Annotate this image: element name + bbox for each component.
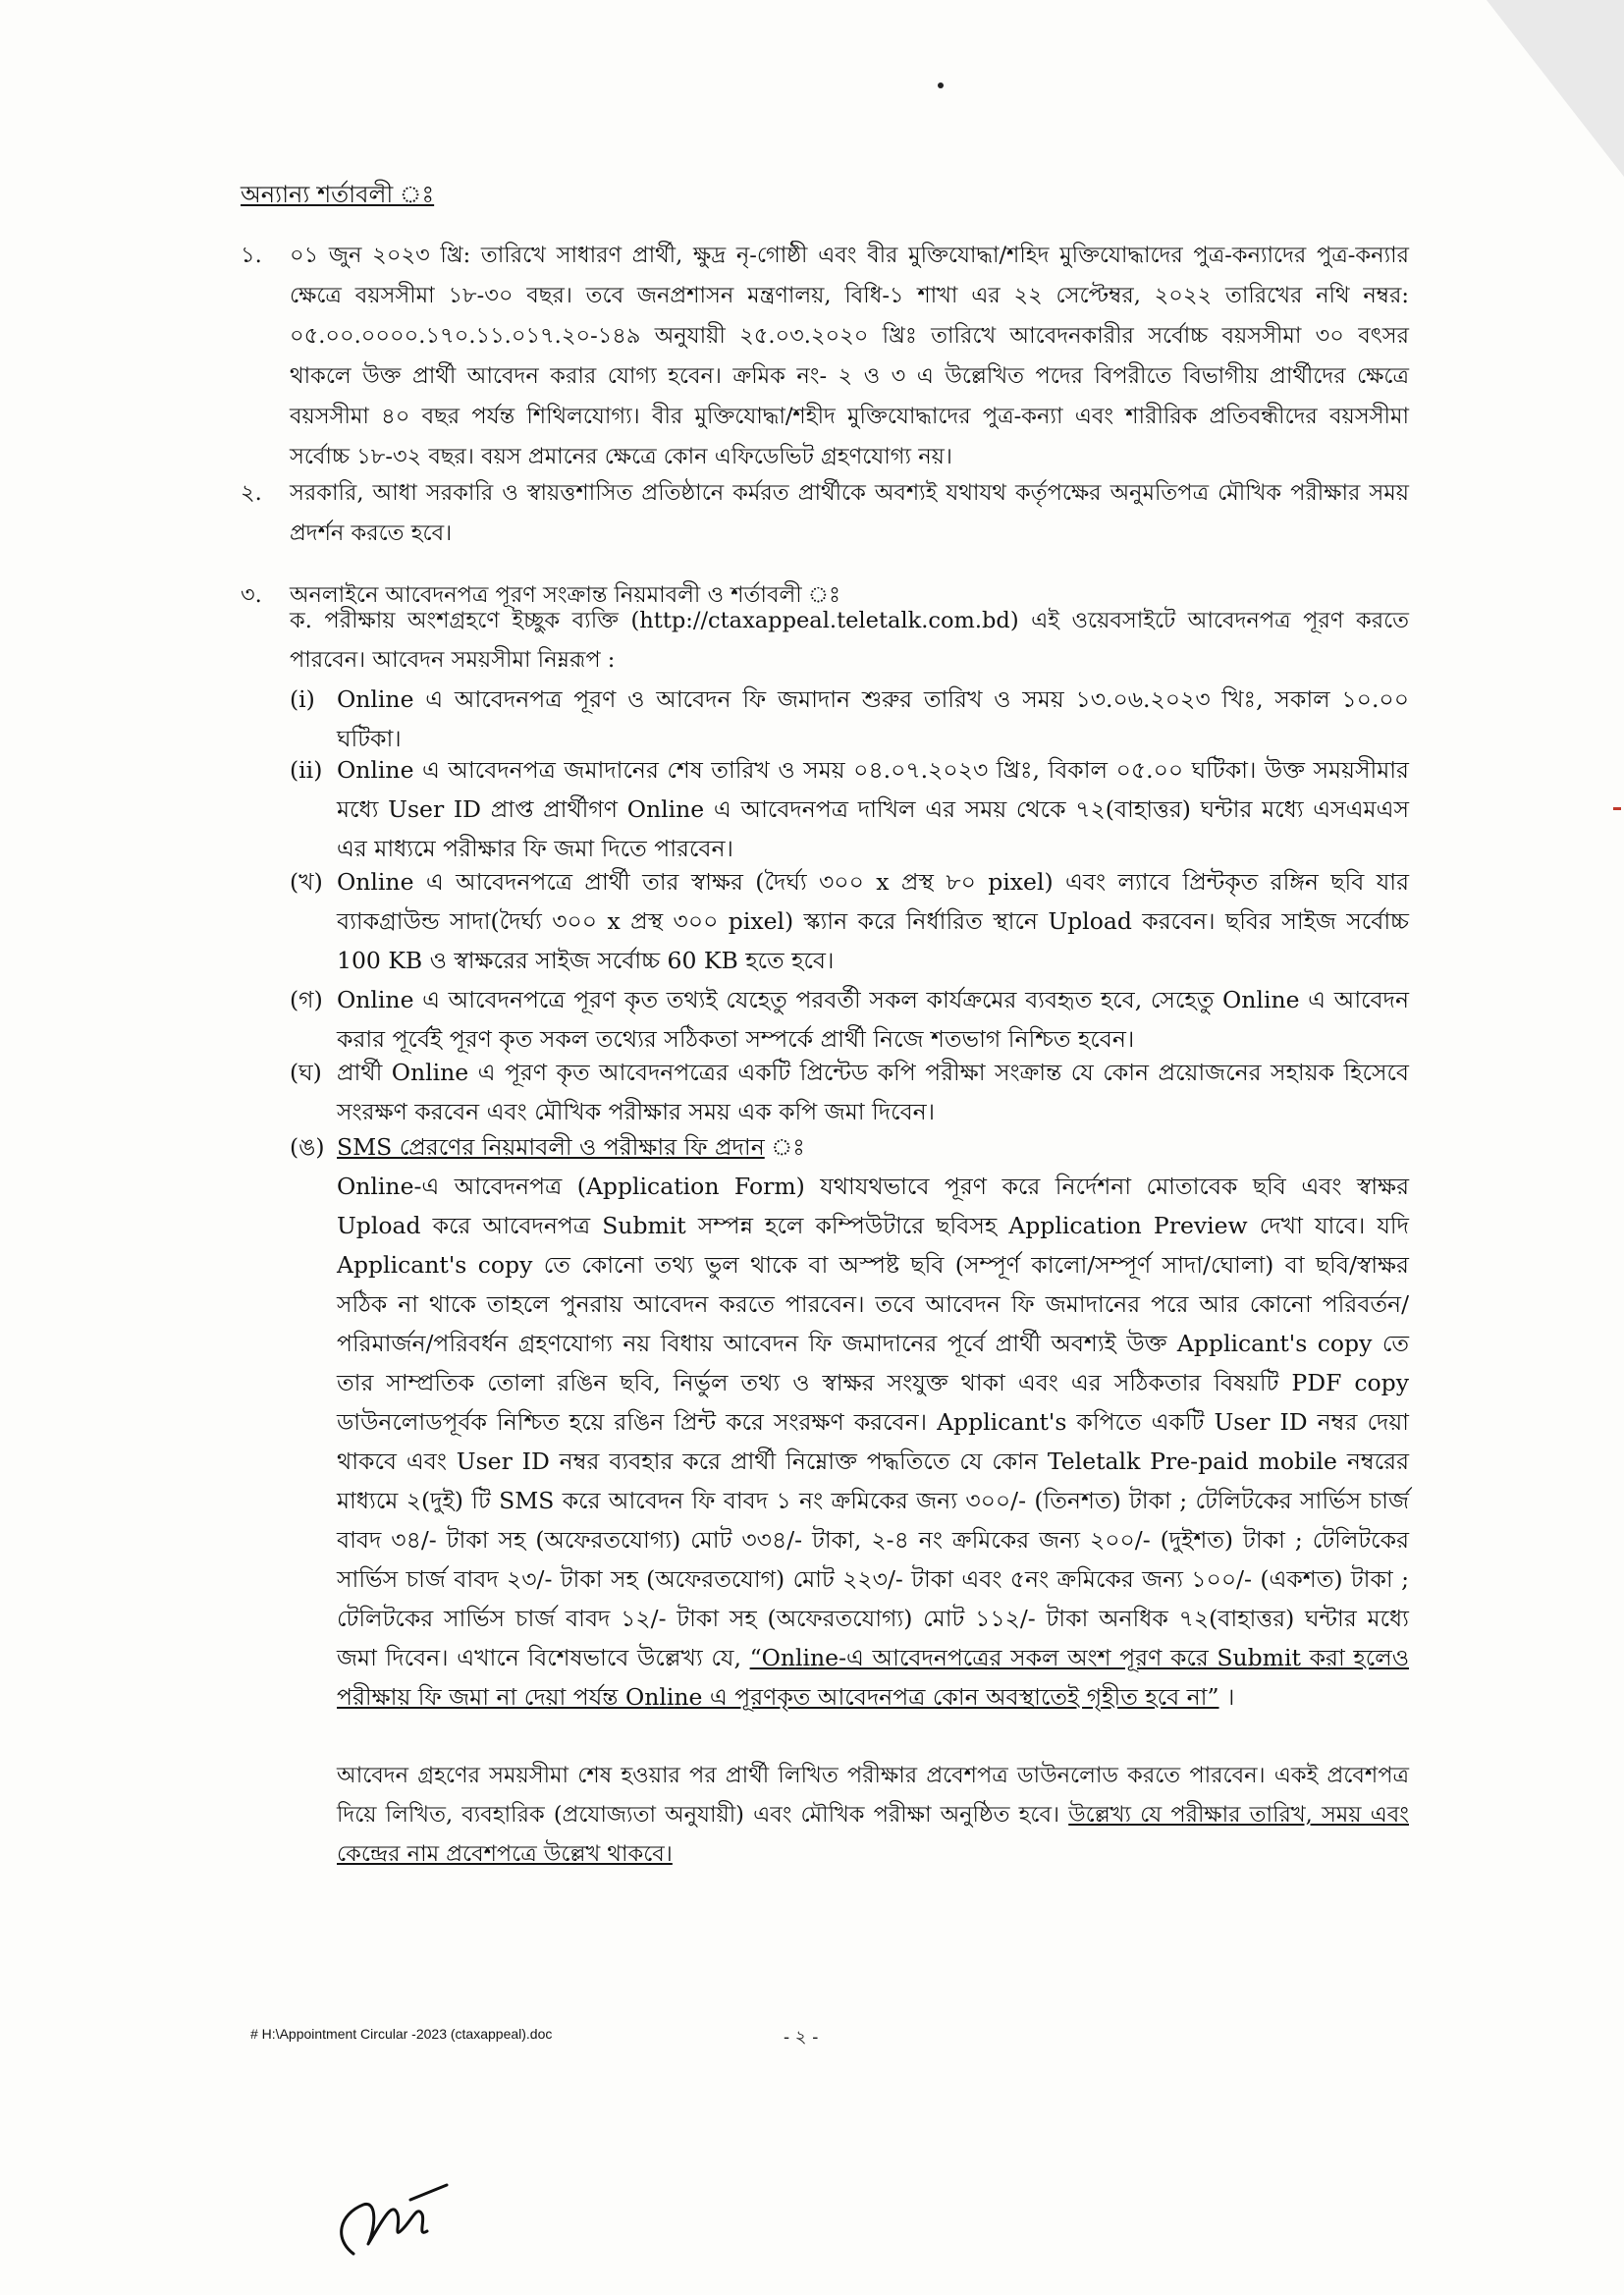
sub-kha [290,862,1409,980]
admit-card-note [337,1756,1409,1874]
sub-ii [290,750,1409,868]
sub-text: Online এ আবেদনপত্র পূরণ ও আবেদন ফি জমাদান শুরুর তারিখ ও সময় ১৩.০৬.২০২৩ খিঃ, সকাল ১০.০০ ঘটিকা। [337,685,1409,752]
sub-marker: (ii) [290,756,323,784]
sms-rules-quote: “Online-এ আবেদনপত্রের সকল অংশ পূরণ করে Submit করা হলেও পরীক্ষায় ফি জমা না দেয়া পর্যন্ত Online এ পূরণকৃত আবেদনপত্র কোন অবস্থাতেই গৃহীত হবে না” [337,1644,1409,1711]
sms-rules-title-suffix: ঃ [764,1133,805,1161]
clause-2 [241,473,1409,554]
signature-image [324,2160,461,2268]
clause-text: ০১ জুন ২০২৩ খ্রি: তারিখে সাধারণ প্রার্থী, ক্ষুদ্র নৃ-গোষ্ঠী এবং বীর মুক্তিযোদ্ধা/শহিদ মুক্তিযোদ্ধাদের পুত্র-কন্যাদের পুত্র-কন্যার ক্ষেত্রে বয়সসীমা ১৮-৩০ বছর। তবে জনপ্রশাসন মন্ত্রণালয়, বিধি-১ শাখা এর ২২ সেপ্টেম্বর, ২০২২ তারিখের নথি নম্বর: ০৫.০০.০০০০.১৭০.১১.০১৭.২০-১৪৯ অনুযায়ী ২৫.০৩.২০২০ খ্রিঃ তারিখে আবেদনকারীর সর্বোচ্চ বয়সসীমা ৩০ বৎসর থাকলে উক্ত প্রার্থী আবেদন করার যোগ্য হবেন। ক্রমিক নং- ২ ও ৩ এ উল্লেখিত পদের বিপরীতে বিভাগীয় প্রার্থীদের ক্ষেত্রে বয়সসীমা ৪০ বছর পর্যন্ত শিথিলযোগ্য। বীর মুক্তিযোদ্ধা/শহীদ মুক্তিযোদ্ধাদের পুত্র-কন্যা এবং শারীরিক প্রতিবন্ধীদের বয়সসীমা সর্বোচ্চ ১৮-৩২ বছর। বয়স প্রমানের ক্ষেত্রে কোন এফিডেভিট গ্রহণযোগ্য নয়। [290,243,1409,469]
scan-mark [1613,807,1621,810]
clause-number: ২. [241,480,262,506]
sub-marker: (গ) [290,986,323,1013]
ka-text: ক. পরীক্ষায় অংশগ্রহণে ইচ্ছুক ব্যক্তি (http://ctaxappeal.teletalk.com.bd) এই ওয়েবসাইটে আবেদনপত্র পূরণ করতে পারবেন। আবেদন সময়সীমা নিম্নরূপ : [290,608,1409,673]
sub-marker: (ঙ) [290,1133,325,1161]
sms-rules-end: । [1218,1683,1235,1711]
clause-number: ১. [241,243,262,268]
clause-number: ৩. [241,582,262,608]
section-heading: অন্যান্য শর্তাবলী ঃ [241,181,435,208]
sms-rules-body: Online-এ আবেদনপত্র (Application Form) যথাযথভাবে পূরণ করে নির্দেশনা মোতাবেক ছবি এবং স্বাক্ষর Upload করে আবেদনপত্র Submit সম্পন্ন হলে কম্পিউটারে ছবিসহ Application Preview দেখা যাবে। যদি Applicant's copy তে কোনো তথ্য ভুল থাকে বা অস্পষ্ট ছবি (সম্পূর্ণ কালো/সম্পূর্ণ সাদা/ঘোলা) বা ছবি/স্বাক্ষর সঠিক না থাকে তাহলে পুনরায় আবেদন করতে পারবেন। তবে আবেদন ফি জমাদানের পরে আর কোনো পরিবর্তন/পরিমার্জন/পরিবর্ধন গ্রহণযোগ্য নয় বিধায় আবেদন ফি জমাদানের পূর্বে প্রার্থী অবশ্যই উক্ত Applicant's copy তে তার সাম্প্রতিক তোলা রঙিন ছবি, নির্ভুল তথ্য ও স্বাক্ষর সংযুক্ত থাকা এবং এর সঠিকতার বিষয়টি PDF copy ডাউনলোডপূর্বক নিশ্চিত হয়ে রঙিন প্রিন্ট করে সংরক্ষণ করবেন। Applicant's কপিতে একটি User ID নম্বর দেয়া থাকবে এবং User ID নম্বর ব্যবহার করে প্রার্থী নিম্নোক্ত পদ্ধতিতে যে কোন Teletalk Pre-paid mobile নম্বরের মাধ্যমে ২(দুই) টি SMS করে আবেদন ফি বাবদ ১ নং ক্রমিকের জন্য ৩০০/- (তিনশত) টাকা ; টেলিটকের সার্ভিস চার্জ বাবদ ৩৪/- টাকা সহ (অফেরতযোগ্য) মোট ৩৩৪/- টাকা, ২-৪ নং ক্রমিকের জন্য ২০০/- (দুইশত) টাকা ; টেলিটকের সার্ভিস চার্জ বাবদ ২৩/- টাকা সহ (অফেরতযোগ) মোট ২২৩/- টাকা এবং ৫নং ক্রমিকের জন্য ১০০/- (একশত) টাকা ; টেলিটকের সার্ভিস চার্জ বাবদ ১২/- টাকা সহ (অফেরতযোগ্য) মোট ১১২/- টাকা অনধিক ৭২(বাহাত্তর) ঘন্টার মধ্যে জমা দিবেন। এখানে বিশেষভাবে উল্লেখ্য যে, [337,1173,1409,1671]
clause-3-ka [290,601,1409,680]
sub-title [337,1127,1409,1167]
clause-1 [241,236,1409,477]
sub-text: Online এ আবেদনপত্রে প্রার্থী তার স্বাক্ষর (দৈর্ঘ্য ৩০০ x প্রস্থ ৮০ pixel) এবং ল্যাবে প্রিন্টকৃত রঙ্গিন ছবি যার ব্যাকগ্রাউন্ড সাদা(দৈর্ঘ্য ৩০০ x প্রস্থ ৩০০ pixel) স্ক্যান করে নির্ধারিত স্থানে Upload করবেন। ছবির সাইজ সর্বোচ্চ 100 KB ও স্বাক্ষরের সাইজ সর্বোচ্চ 60 KB হতে হবে। [337,868,1409,974]
clause-text: সরকারি, আধা সরকারি ও স্বায়ত্তশাসিত প্রতিষ্ঠানে কর্মরত প্রার্থীকে অবশ্যই যথাযথ কর্তৃপক্ষের অনুমতিপত্র মৌখিক পরীক্ষার সময় প্রদর্শন করতে হবে। [290,480,1409,546]
file-path: # H:\Appointment Circular -2023 (ctaxappeal).doc [250,2026,553,2042]
sub-marker: (i) [290,685,315,713]
sms-rules-title: SMS প্রেরণের নিয়মাবলী ও পরীক্ষার ফি প্রদান [337,1133,765,1161]
sub-text: Online এ আবেদনপত্রে পূরণ কৃত তথ্যই যেহেতু পরবর্তী সকল কার্যক্রমের ব্যবহৃত হবে, সেহেতু Online এ আবেদন করার পূর্বেই পূরণ কৃত সকল তথ্যের সঠিকতা সম্পর্কে প্রার্থী নিজে শতভাগ নিশ্চিত হবেন। [337,986,1409,1053]
clause-title: অনলাইনে আবেদনপত্র পূরণ সংক্রান্ত নিয়মাবলী ও শর্তাবলী ঃ [290,582,840,608]
scan-dot [938,82,944,88]
sub-text: প্রার্থী Online এ পূরণ কৃত আবেদনপত্রের একটি প্রিন্টেড কপি পরীক্ষা সংক্রান্ত যে কোন প্রয়োজনের সহায়ক হিসেবে সংরক্ষণ করবেন এবং মৌখিক পরীক্ষার সময় এক কপি জমা দিবেন। [337,1059,1409,1125]
admit-text [337,1756,1409,1874]
sub-marker: (ঘ) [290,1059,322,1086]
sub-gha [290,1053,1409,1131]
sub-ga [290,980,1409,1059]
admit-underlined: উল্লেখ্য যে পরীক্ষার তারিখ, সময় এবং কেন্দ্রের নাম প্রবেশপত্রে উল্লেখ থাকবে। [337,1802,1409,1867]
admit-body: আবেদন গ্রহণের সময়সীমা শেষ হওয়ার পর প্রার্থী লিখিত পরীক্ষার প্রবেশপত্র ডাউনলোড করতে পারবেন। একই প্রবেশপত্র দিয়ে লিখিত, ব্যবহারিক (প্রযোজ্যতা অনুযায়ী) এবং মৌখিক পরীক্ষা অনুষ্ঠিত হবে। [337,1763,1409,1828]
sub-marker: (খ) [290,868,323,896]
page-number: - ২ - [784,2027,819,2048]
sub-uo [290,1127,1409,1717]
sub-i [290,680,1409,758]
sub-text: Online এ আবেদনপত্র জমাদানের শেষ তারিখ ও সময় ০৪.০৭.২০২৩ খ্রিঃ, বিকাল ০৫.০০ ঘটিকা। উক্ত সময়সীমার মধ্যে User ID প্রাপ্ত প্রার্থীগণ Online এ আবেদনপত্র দাখিল এর সময় থেকে ৭২(বাহাত্তর) ঘন্টার মধ্যে এসএমএস এর মাধ্যমে পরীক্ষার ফি জমা দিতে পারবেন। [337,756,1409,862]
sms-rules-text [337,1167,1409,1717]
scan-shadow [1487,0,1624,177]
